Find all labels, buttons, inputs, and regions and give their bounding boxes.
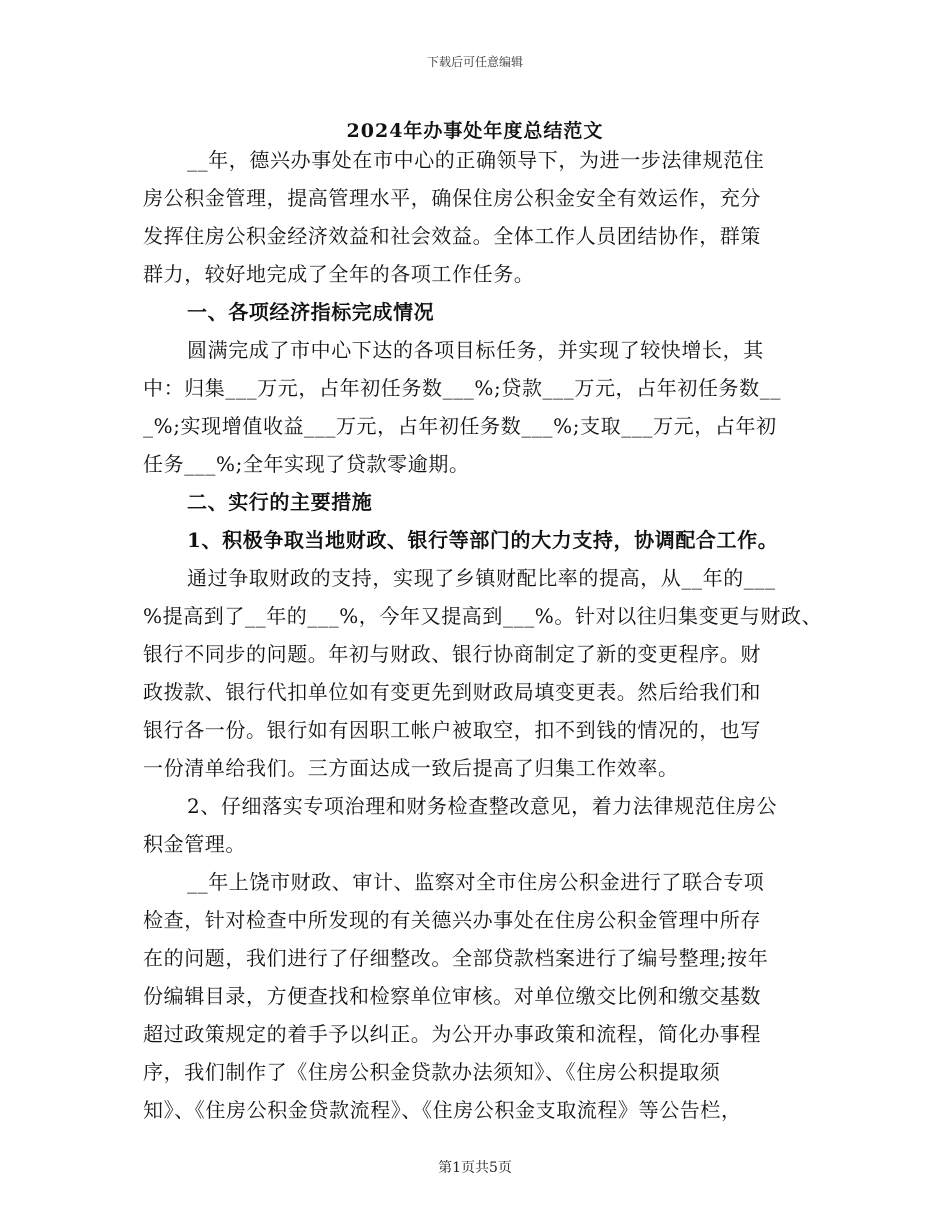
paragraph-2-line-4: 任务___%;全年实现了贷款零逾期。 [143, 452, 470, 476]
paragraph-4-line-1: __年上饶市财政、审计、监察对全市住房公积金进行了联合专项 [187, 870, 765, 894]
header-note: 下载后可任意编辑 [426, 55, 523, 69]
document-title: 2024年办事处年度总结范文 [346, 120, 604, 142]
section-heading-2: 二、实行的主要措施 [187, 490, 373, 514]
paragraph-1-line-2: 房公积金管理，提高管理水平，确保住房公积金安全有效运作，充分 [143, 186, 761, 210]
paragraph-3-line-6: 一份清单给我们。三方面达成一致后提高了归集工作效率。 [143, 756, 679, 780]
paragraph-3-line-3: 银行不同步的问题。年初与财政、银行协商制定了新的变更程序。财 [143, 642, 761, 666]
paragraph-1-line-4: 群力，较好地完成了全年的各项工作任务。 [143, 262, 535, 286]
paragraph-4-line-2: 检查，针对检查中所发现的有关德兴办事处在住房公积金管理中所存 [143, 908, 761, 932]
paragraph-4-line-7: 知》、《住房公积金贷款流程》、《住房公积金支取流程》等公告栏， [143, 1098, 742, 1122]
subsection-heading-2-line-1: 2、仔细落实专项治理和财务检查整改意见，着力法律规范住房公 [187, 794, 778, 818]
paragraph-3-line-4: 政拨款、银行代扣单位如有变更先到财政局填变更表。然后给我们和 [143, 680, 761, 704]
subsection-heading-1: 1、积极争取当地财政、银行等部门的大力支持，协调配合工作。 [187, 528, 779, 552]
paragraph-4-line-3: 在的问题，我们进行了仔细整改。全部贷款档案进行了编号整理;按年 [143, 946, 769, 970]
paragraph-3-line-5: 银行各一份。银行如有因职工帐户被取空，扣不到钱的情况的，也写 [143, 718, 761, 742]
paragraph-2-line-1: 圆满完成了市中心下达的各项目标任务，并实现了较快增长，其 [187, 338, 764, 362]
page-number-footer: 第1页共5页 [438, 1160, 512, 1176]
paragraph-4-line-5: 超过政策规定的着手予以纠正。为公开办事政策和流程，简化办事程 [143, 1022, 761, 1046]
paragraph-4-line-6: 序，我们制作了《住房公积金贷款办法须知》、《住房公积提取须 [143, 1060, 721, 1084]
section-heading-1: 一、各项经济指标完成情况 [187, 300, 435, 324]
paragraph-3-line-1: 通过争取财政的支持，实现了乡镇财配比率的提高，从__年的___ [187, 566, 776, 590]
paragraph-1-line-1: __年，德兴办事处在市中心的正确领导下，为进一步法律规范住 [187, 148, 765, 172]
paragraph-4-line-4: 份编辑目录，方便查找和检察单位审核。对单位缴交比例和缴交基数 [143, 984, 761, 1008]
paragraph-1-line-3: 发挥住房公积金经济效益和社会效益。全体工作人员团结协作，群策 [143, 224, 761, 248]
paragraph-2-line-3: _%;实现增值收益___万元，占年初任务数___%;支取___万元，占年初 [143, 414, 777, 438]
paragraph-3-line-2: %提高到了__年的___%，今年又提高到___%。针对以往归集变更与财政、 [143, 604, 823, 628]
subsection-heading-2-line-2: 积金管理。 [143, 832, 246, 856]
paragraph-2-line-2: 中：归集___万元，占年初任务数___%;贷款___万元，占年初任务数__ [143, 376, 781, 400]
